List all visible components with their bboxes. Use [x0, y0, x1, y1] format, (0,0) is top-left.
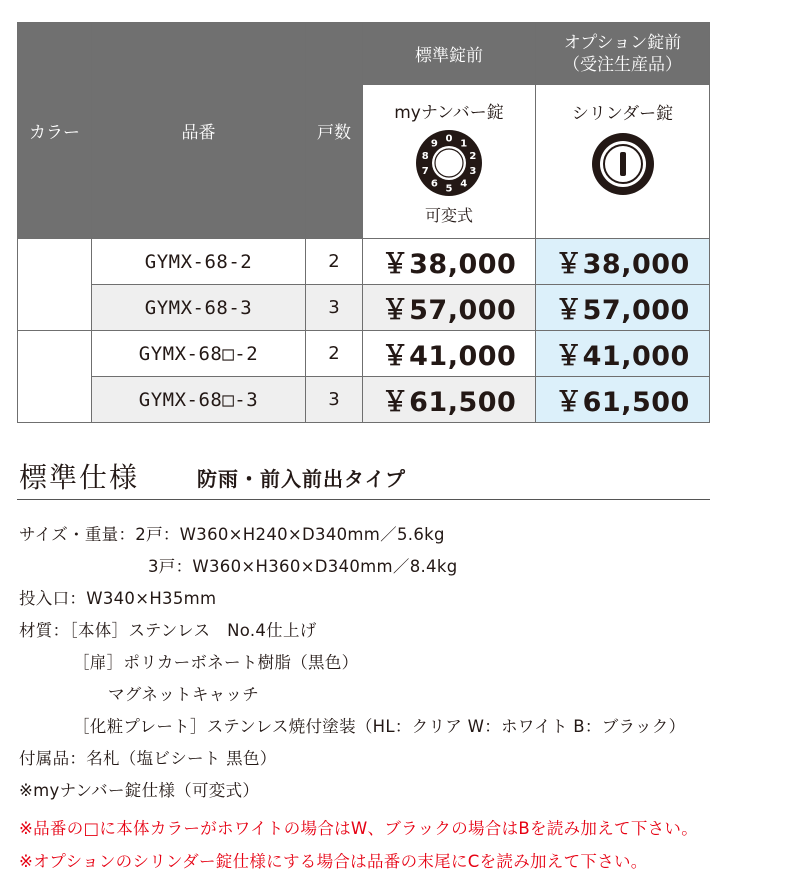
dial-digit: 3 [469, 165, 477, 177]
spec-slot: 投入口：W340×H35mm [19, 589, 217, 608]
dial-lock-icon [415, 129, 483, 197]
option-price: ￥41,000 [536, 331, 710, 377]
header-units: 戸数 [306, 23, 363, 239]
color-hl: HL [18, 239, 92, 331]
unit-count: 2 [306, 331, 363, 377]
dial-digit: 4 [460, 178, 468, 190]
standard-price: ￥57,000 [363, 285, 536, 331]
product-code: GYMX-68-3 [92, 285, 306, 331]
dial-digit: 0 [445, 133, 453, 144]
product-code: GYMX-68□-2 [92, 331, 306, 377]
header-code: 品番 [92, 23, 306, 239]
dial-digit: 6 [430, 178, 438, 190]
spec-material-body: 材質：［本体］ステンレス No.4仕上げ [19, 621, 317, 640]
option-price: ￥57,000 [536, 285, 710, 331]
cylinder-lock-label: シリンダー錠 [571, 104, 674, 124]
price-table [17, 22, 710, 423]
section-subtitle: 防雨・前入前出タイプ [197, 467, 406, 491]
dial-digit: 8 [421, 150, 429, 162]
my-number-lock-cell [363, 85, 536, 239]
spec-plate: ［化粧プレート］ステンレス焼付塗装（HL：クリア W：ホワイト B：ブラック） [73, 717, 686, 736]
standard-price: ￥41,000 [363, 331, 536, 377]
dial-digit: 9 [430, 137, 438, 149]
dial-digit: 5 [445, 183, 453, 194]
dial-digit: 1 [460, 137, 468, 149]
header-standard-lock: 標準錠前 [363, 23, 536, 85]
spec-size-weight: サイズ・重量：2戸：W360×H240×D340mm／5.6kg [19, 525, 445, 544]
option-price: ￥61,500 [536, 377, 710, 423]
option-price: ￥38,000 [536, 239, 710, 285]
header-option-lock-line2: （受注生産品） [563, 54, 682, 75]
unit-count: 3 [306, 285, 363, 331]
cylinder-lock-icon [591, 132, 655, 196]
product-code: GYMX-68□-3 [92, 377, 306, 423]
unit-count: 3 [306, 377, 363, 423]
header-color: カラー [18, 23, 92, 239]
unit-count: 2 [306, 239, 363, 285]
standard-price: ￥38,000 [363, 239, 536, 285]
dial-digit: 7 [421, 165, 429, 177]
dial-digit: 2 [469, 150, 477, 162]
color-wb: W/B [18, 331, 92, 423]
section-title: 標準仕様 [19, 461, 140, 494]
spec-size-weight-3: 3戸：W360×H360×D340mm／8.4kg [148, 557, 458, 576]
spec-magnet: マグネットキャッチ [108, 685, 260, 704]
note-color-code: ※品番の□に本体カラーがホワイトの場合はW、ブラックの場合はBを読み加えて下さい。 [19, 819, 699, 838]
product-code: GYMX-68-2 [92, 239, 306, 285]
section-divider [17, 499, 710, 500]
standard-price: ￥61,500 [363, 377, 536, 423]
header-option-lock-line1: オプション錠前 [563, 32, 682, 53]
cylinder-lock-cell [536, 85, 710, 239]
spec-material-door: ［扉］ポリカーボネート樹脂（黒色） [73, 653, 359, 672]
my-number-lock-label: myナンバー錠 [394, 102, 504, 123]
variable-type-label: 可変式 [424, 205, 473, 225]
spec-lock-note: ※myナンバー錠仕様（可変式） [19, 781, 260, 800]
spec-accessory: 付属品：名札（塩ビシート 黒色） [19, 749, 277, 768]
header-option-lock [536, 23, 710, 85]
note-cylinder-option: ※オプションのシリンダー錠仕様にする場合は品番の末尾にCを読み加えて下さい。 [19, 852, 648, 871]
